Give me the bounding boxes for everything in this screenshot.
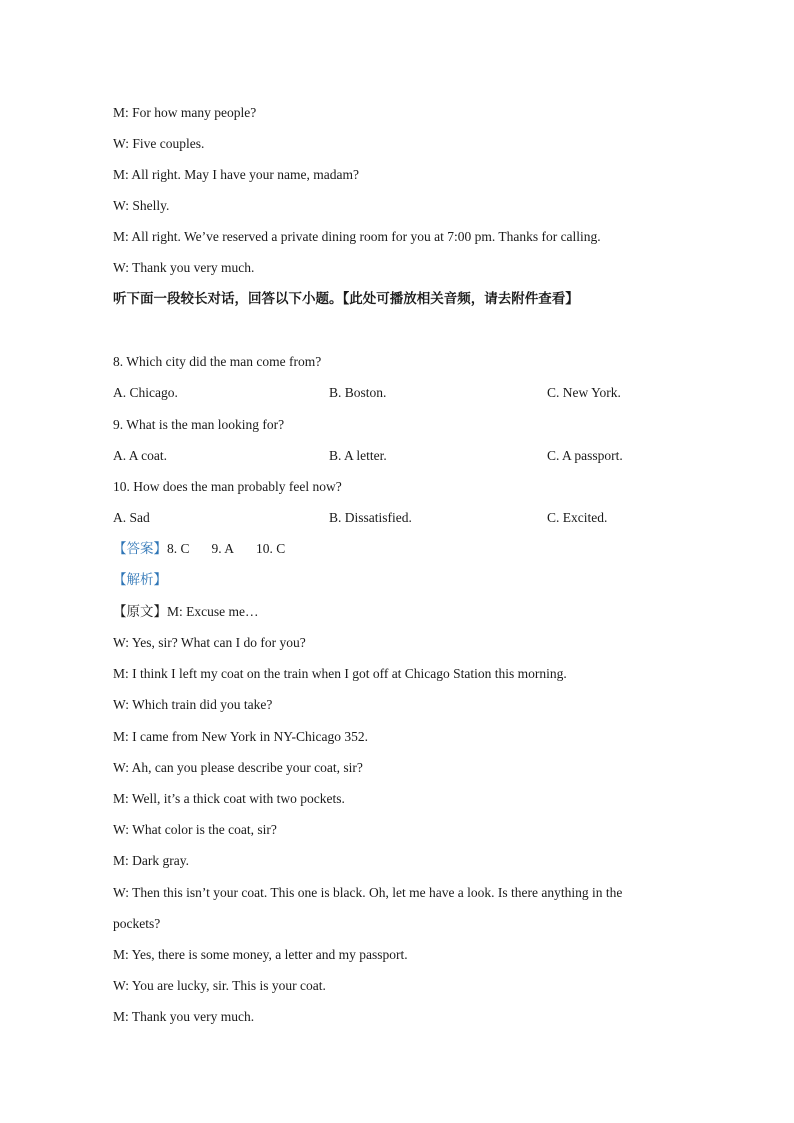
question-10-option-a: A. Sad — [113, 510, 150, 525]
transcript-line: pockets? — [113, 916, 161, 931]
question-8-option-a: A. Chicago. — [113, 385, 178, 400]
answer-item: 9. A — [211, 541, 235, 556]
transcript-label: 【原文】 — [113, 604, 167, 620]
answer-item: 10. C — [256, 541, 286, 556]
question-8-stem: 8. Which city did the man come from? — [113, 354, 322, 369]
dialogue-line: W: Five couples. — [113, 136, 205, 151]
transcript-line: M: I think I left my coat on the train when I got off at Chicago Station this morning. — [113, 666, 567, 681]
dialogue-line: M: All right. We’ve reserved a private dining room for you at 7:00 pm. Thanks for calling. — [113, 229, 601, 244]
transcript-line: W: Ah, can you please describe your coat, sir? — [113, 760, 363, 775]
question-9-option-c: C. A passport. — [547, 448, 623, 463]
transcript-line: M: I came from New York in NY-Chicago 352. — [113, 729, 368, 744]
answer-row — [113, 540, 307, 558]
transcript-line: W: You are lucky, sir. This is your coat. — [113, 978, 326, 993]
transcript-line: M: Dark gray. — [113, 853, 189, 868]
question-9-stem: 9. What is the man looking for? — [113, 417, 285, 432]
transcript-line: W: Yes, sir? What can I do for you? — [113, 635, 306, 650]
transcript-line: W: What color is the coat, sir? — [113, 822, 277, 837]
transcript-text: M: Excuse me… — [167, 604, 259, 619]
question-9-option-b: B. A letter. — [329, 448, 387, 463]
analysis-label: 【解析】 — [113, 572, 167, 588]
transcript-first-line — [113, 603, 258, 621]
transcript-line: W: Which train did you take? — [113, 697, 273, 712]
dialogue-line: W: Thank you very much. — [113, 260, 255, 275]
question-9-option-a: A. A coat. — [113, 448, 167, 463]
question-10-stem: 10. How does the man probably feel now? — [113, 479, 342, 494]
transcript-line: M: Well, it’s a thick coat with two pockets. — [113, 791, 345, 806]
transcript-line: W: Then this isn’t your coat. This one is black. Oh, let me have a look. Is there anything in the — [113, 885, 623, 900]
listening-instruction: 听下面一段较长对话，回答以下小题。【此处可播放相关音频，请去附件查看】 — [113, 291, 579, 307]
answer-item: 8. C — [167, 541, 190, 556]
question-10-option-c: C. Excited. — [547, 510, 608, 525]
question-10-option-b: B. Dissatisfied. — [329, 510, 412, 525]
dialogue-line: W: Shelly. — [113, 198, 170, 213]
transcript-line: M: Thank you very much. — [113, 1009, 255, 1024]
question-8-option-b: B. Boston. — [329, 385, 387, 400]
dialogue-line: M: All right. May I have your name, madam? — [113, 167, 359, 182]
dialogue-line: M: For how many people? — [113, 105, 257, 120]
answer-label: 【答案】 — [113, 541, 167, 557]
analysis-row — [113, 571, 167, 589]
question-8-option-c: C. New York. — [547, 385, 621, 400]
transcript-line: M: Yes, there is some money, a letter and my passport. — [113, 947, 408, 962]
